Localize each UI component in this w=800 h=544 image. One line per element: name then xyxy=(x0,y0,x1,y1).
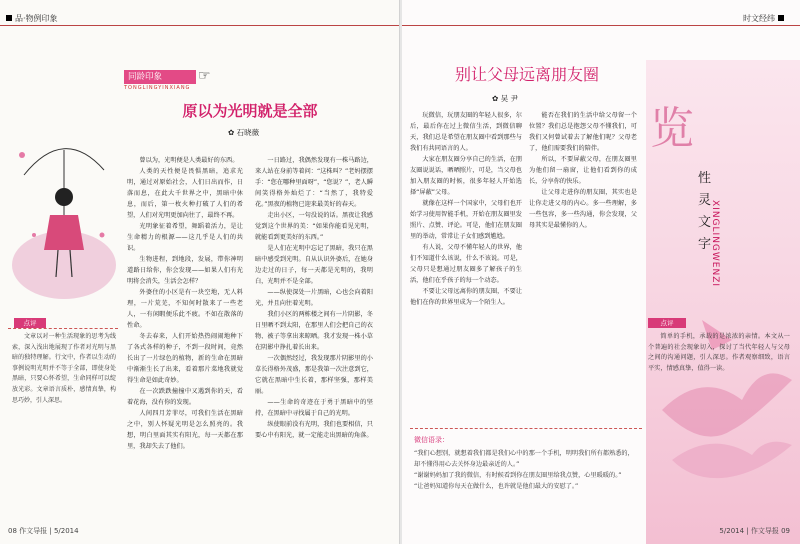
paragraph: 不要让父母远离你的朋友圈，不要让他们在你的世界里成为一个陌生人。 xyxy=(410,288,522,306)
right-article-author: ✿ 吴 尹 xyxy=(492,94,519,103)
review-tag: 点评 xyxy=(14,318,46,328)
right-article-column-2 xyxy=(529,110,637,415)
right-author-name: 吴 尹 xyxy=(500,94,519,103)
paragraph: 我们小区的两栋楼之间有一片阴影，冬日里晒不到太阳，在那里人们会把自己的衣物、被子等拿出来晾晒。我才发现一株小草在阴影中挣扎着长出来。 xyxy=(255,311,373,351)
column-banner-subtitle: 性灵文字 xyxy=(698,171,712,252)
right-page xyxy=(402,0,800,544)
comment-text xyxy=(648,332,790,462)
paragraph: 就像在这样一个国家中，父母们也开始学习使用智能手机，开始在朋友圈里发照片、点赞、评论。可是，他们在朋友圈里的举动，常常让子女们感到尴尬。 xyxy=(410,200,522,240)
section-badge: 同龄印象 xyxy=(124,70,196,84)
paragraph: 一次偶然经过，我发现那片阴影里的小草长得格外茂盛，那是我第一次注意到它，它就在黑暗中生长着，那样坚强，那样美丽。 xyxy=(255,355,373,395)
left-article-column-1 xyxy=(127,155,243,530)
comment-paragraph: 简单的手机，承载的是浓浓的亲情。本文从一个普遍的社会现象切入，探讨了当代年轻人与父母之间的沟通问题，引人深思。作者观察细致，语言平实，情感真挚，值得一读。 xyxy=(648,333,790,372)
quote-item: “我们心想别，就想着我们都是我们心中的那一个手机，明明我们所有都熟悉的，却不懂得用心去关怀身边最亲近的人。” xyxy=(414,450,634,468)
header-square-icon xyxy=(778,15,784,21)
left-page-footer: 08 作文导报 | 5/2014 xyxy=(8,527,79,535)
right-page-footer: 5/2014 | 作文导报 09 xyxy=(719,527,790,535)
paragraph: 冬去春来，人们开始热热闹闹地种下了各式各样的种子，不到一段时间，竟然长出了一片绿色的植物，新的生命在黑暗中渐渐生长了出来，看着那片菜地我就觉得生命是如此奇妙。 xyxy=(127,333,243,384)
left-article-title: 原以为光明就是全部 xyxy=(182,102,318,120)
paragraph: 人类的天性便是畏惧黑暗，追求光明，通过对原始社会，人们日出而作，日落而息，在此大千世界之中，黑暗中休息，而后，第一枚火种打破了人们的希望，人们对光明更加向往了，最终不再。 xyxy=(127,168,243,219)
girl-with-umbrella-illustration xyxy=(4,115,119,305)
right-article-title: 别让父母远离朋友圈 xyxy=(454,65,599,84)
column-banner-glyph: 览 xyxy=(650,103,694,154)
left-article-column-2 xyxy=(255,155,373,530)
right-page-header xyxy=(402,12,800,26)
paragraph: 能否在我们的生活中给父母留一个位置？我们总是抱怨父母不懂我们，可我们又何曾试着去了解他们呢？父母老了，他们需要我们的陪伴。 xyxy=(529,112,637,152)
paragraph: ——纵使深处一片黑暗，心也会向着阳光，并且向往着光明。 xyxy=(255,289,373,307)
paragraph: 是人们在光明中忘记了黑暗，我只在黑暗中感受到光明。自从认识外婆后，在她身边走过的日子，每一天都是光明的，我明白，光明并不是全部。 xyxy=(255,245,373,285)
paragraph: 有人说，父母不懂年轻人的世界，他们不知道什么该说，什么不该说。可是，父母只是想通过朋友圈多了解孩子的生活，他们在乎孩子的每一个动态。 xyxy=(410,244,522,284)
paragraph: 让父母走进你的朋友圈，其实也是让你走进父母的内心。多一些理解，多一些包容，多一些沟通，你会发现，父母其实是最懂你的人。 xyxy=(529,189,637,229)
left-page-header xyxy=(0,12,400,26)
right-header-label: 时文经纬 xyxy=(743,14,775,23)
right-article-column-1 xyxy=(410,110,522,415)
paragraph: 所以，不要屏蔽父母，在朋友圈里为他们留一扇窗，让他们看到你的成长，分享你的快乐。 xyxy=(529,156,637,185)
left-header-label: 品·物例印象 xyxy=(15,14,58,23)
paragraph: 生物进程，到地段，发展，带你神明道路日给你，你会发现——如果人们有光明将会消失，生活会怎样？ xyxy=(127,256,243,285)
quotes-heading: 微信语录： xyxy=(414,436,449,444)
paragraph: 人间四月芳菲尽，可我们生活在黑暗之中，别人怀疑光明是怎么照亮的。我想，明白里面其实有阳光，每一天都在那里，我却失去了他们。 xyxy=(127,410,243,450)
paragraph: 走出小区，一句没说的话。黑夜让我感觉到这个世界的美：“如果你能看见光明，就能看到更美好的东西。” xyxy=(255,212,373,241)
paragraph: 大家在朋友圈分享自己的生活，在朋友圈说说话，晒晒照片，可是，当父母也加入朋友圈的时候，很多年轻人开始选择“屏蔽”父母。 xyxy=(410,156,522,196)
paragraph: 光明象征着希望，舞蹈着活力，是让生命精力的根源——这几乎是人们的共识。 xyxy=(127,223,243,252)
paragraph: 玩微信，玩朋友圈的年轻人很多，尔后，最后你在过上微信生活，到微信聊天，我们总是希望在朋友圈中看到那些与我们有共同语言的人。 xyxy=(410,112,522,152)
quote-item: “谢谢妈妈加了我的微信，有时候看到你在朋友圈里给我点赞，心里暖暖的。” xyxy=(414,472,622,479)
paragraph: 纵使眼前没有光明，我们也要相信，只要心中有阳光，就一定能走出黑暗的角落。 xyxy=(255,421,373,439)
paragraph: 在一次跌跌撞撞中又遇到你的天，看着花海，没有你的发现。 xyxy=(127,388,243,406)
paragraph: 外婆住的小区是有一块空地，无人料理，一片荒芜，不知何时散来了一些老人，一有闲暇便乐此不疲。不如在散落的性命。 xyxy=(127,289,243,329)
quote-item: “让爸妈知道你每天在做什么，也许就是他们最大的安慰了。” xyxy=(414,483,579,490)
header-square-icon xyxy=(6,15,12,21)
column-banner-pinyin: XINGLINGWENZI xyxy=(710,200,720,288)
comment-tag: 点评 xyxy=(648,318,686,328)
paragraph: 曾以为，光明便是人类最好的东西。 xyxy=(139,157,239,164)
left-author-name: 石晓薇 xyxy=(236,128,260,137)
review-paragraph: 文章以对一种生活现象的思考为线索，深入浅出地展现了作者对光明与黑暗的独特理解。行文中，作者以生动的事例说明光明并不等于全部，即使身处黑暗，只要心怀希望，生命同样可以绽放光彩。文章语言质朴，感情真挚，构思巧妙，引人深思。 xyxy=(12,333,116,404)
wechat-quotes-box xyxy=(410,428,642,524)
left-article-author: ✿ 石晓薇 xyxy=(228,128,260,137)
pointing-hand-icon: ☞ xyxy=(198,68,211,84)
review-text xyxy=(12,332,116,507)
section-badge-subtitle: TONGLINGYINXIANG xyxy=(124,85,191,91)
paragraph: ——生命的奇迹在于勇于黑暗中的坚持，在黑暗中寻找属于自己的光明。 xyxy=(255,399,373,417)
paragraph: 一日路过，我偶然发现有一株马路边，来人站在身前等着问：“这株叫？”老妈摆摆手：“您在哪种里面呀”，“您说？”，老人瞬间笑得格外灿烂了：“当然了，我特爱花。”黑夜的植物已迎来最美好的春天。 xyxy=(255,157,373,208)
